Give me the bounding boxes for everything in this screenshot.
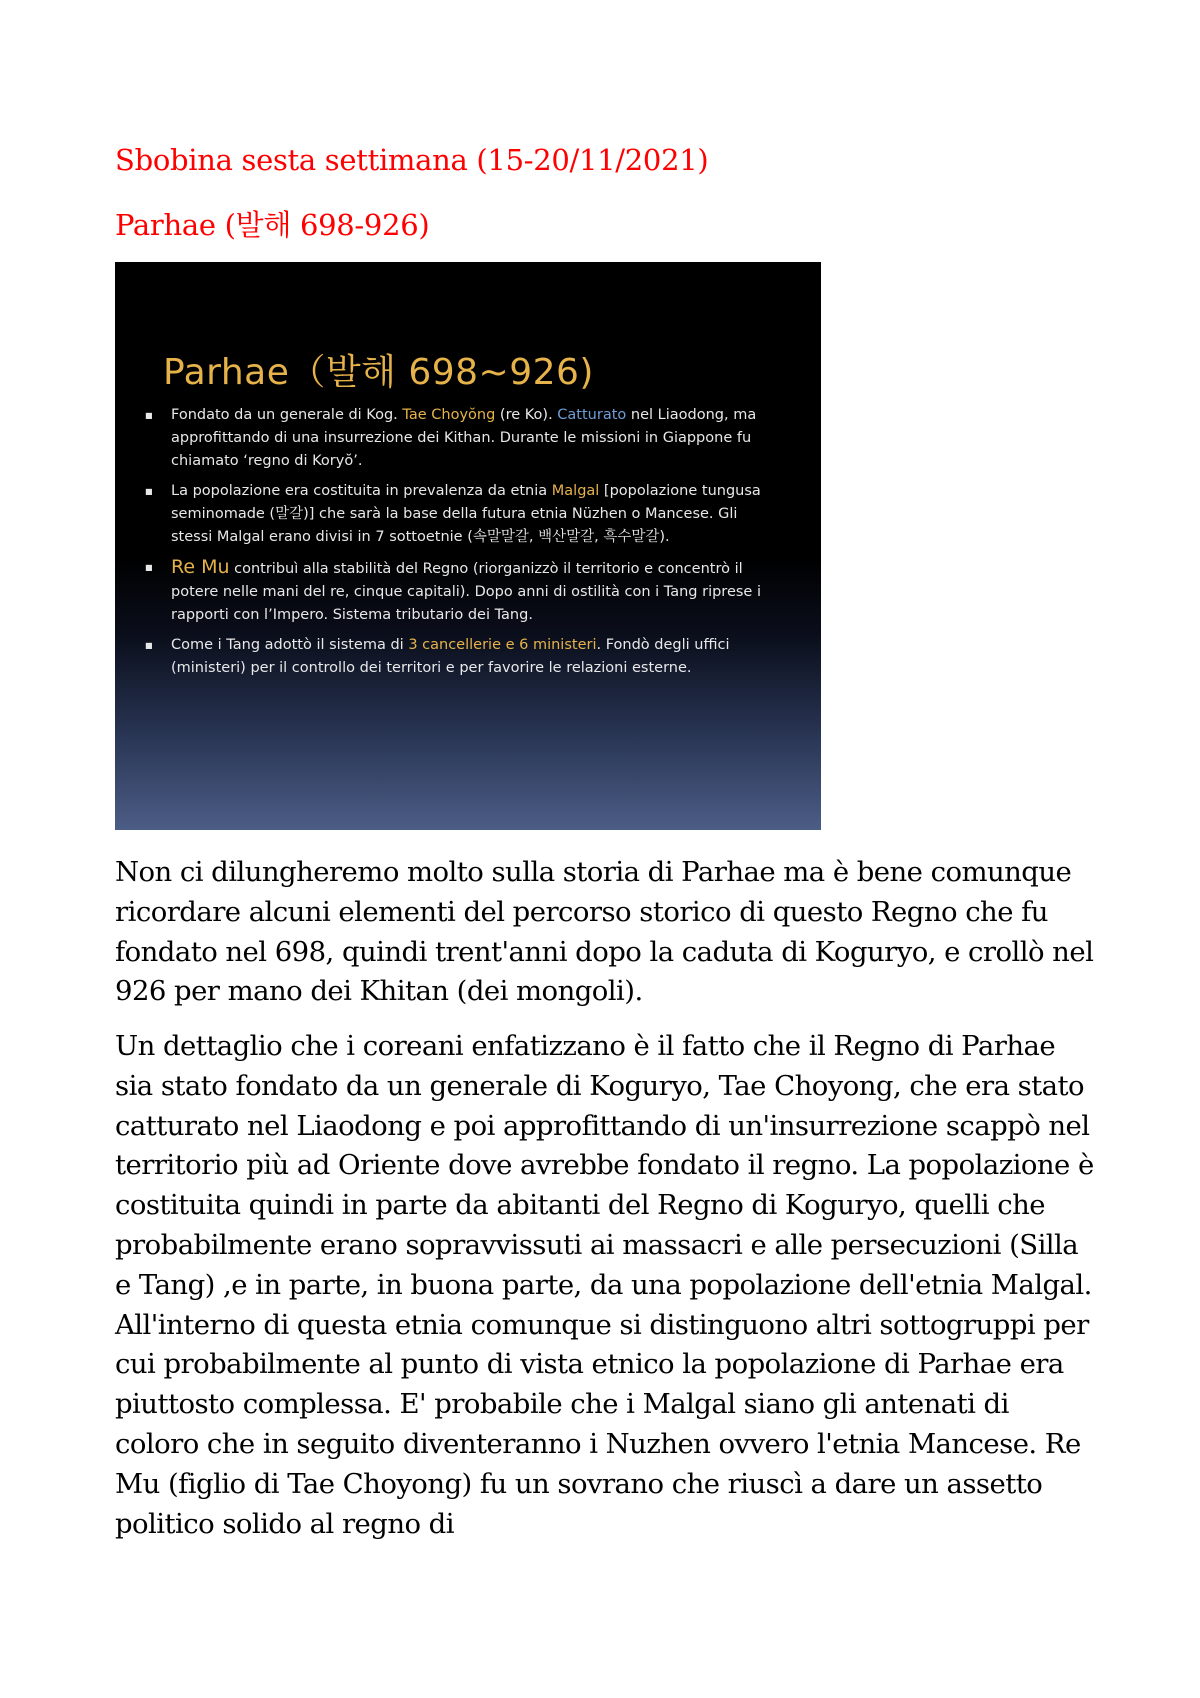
slide-bullet-text: . Fondò degli uffici (ministeri) per il controllo dei territori e per favorire le relazioni esterne.	[171, 637, 730, 676]
slide-bullet-text: La popolazione era costituita in prevalenza da etnia	[171, 483, 552, 499]
slide-bullet-text: contribuì alla stabilità del Regno (riorganizzò il territorio e concentrò il potere nelle mani del re, cinque capitali). Dopo anni di ostilità con i Tang riprese i rapporti con l’Impero. Sistema tributario dei Tang.	[171, 561, 761, 623]
slide-bullet-text: Come i Tang adottò il sistema di	[171, 637, 409, 653]
slide-bullet-text: [popolazione tungusa seminomade (말갈)] che sarà la base della futura etnia Nüzhen o Mancese. Gli stessi Malgal erano divisi in 7 sottoetnie (속말말갈, 백산말갈, 흑수말갈).	[171, 483, 761, 545]
slide-bullet-ministeri	[135, 634, 775, 680]
slide-bullet-text: Fondato da un generale di Kog.	[171, 407, 403, 423]
slide-bullet-text: nel Liaodong, ma approfittando di una insurrezione dei Kithan. Durante le missioni in Giappone fu chiamato ‘regno di Koryŏ’.	[171, 407, 757, 469]
slide-bullet-list	[135, 404, 775, 687]
slide-bullet-re-mu	[135, 556, 775, 627]
slide-bullet-population	[135, 480, 775, 549]
body-paragraph-intro: Non ci dilungheremo molto sulla storia di Parhae ma è bene comunque ricordare alcuni elementi del percorso storico di questo Regno che fu fondato nel 698, quindi trent'anni dopo la caduta di Koguryo, e crollò nel 926 per mano dei Khitan (dei mongoli).	[115, 856, 1094, 1008]
document-heading-parhae: Parhae (발해 698-926)	[115, 208, 430, 242]
body-paragraph-detail: Un dettaglio che i coreani enfatizzano è il fatto che il Regno di Parhae sia stato fondato da un generale di Koguryo, Tae Choyong, che era stato catturato nel Liaodong e poi approfittando di un'insurrezione scappò nel territorio più ad Oriente dove avrebbe fondato il regno. La popolazione è costituita quindi in parte da abitanti del Regno di Koguryo, quelli che probabilmente erano sopravvissuti ai massacri e alle persecuzioni (Silla e Tang) ,e in parte, in buona parte, da una popolazione dell'etnia Malgal. All'interno di questa etnia comunque si distinguono altri sottogruppi per cui probabilmente al punto di vista etnico la popolazione di Parhae era piuttosto complessa. E' probabile che i Malgal siano gli antenati di coloro che in seguito diventeranno i Nuzhen ovvero l'etnia Mancese. Re Mu (figlio di Tae Choyong) fu un sovrano che riuscì a dare un assetto politico solido al regno di	[115, 1030, 1094, 1540]
embedded-slide-image	[115, 262, 821, 830]
slide-bullet-text: (re Ko).	[495, 407, 558, 423]
slide-bullet-founding	[135, 404, 775, 473]
slide-highlight-tae-choyong: Tae Choyŏng	[402, 407, 496, 423]
slide-highlight-cancellerie: 3 cancellerie e 6 ministeri	[408, 637, 597, 653]
document-heading-title: Sbobina sesta settimana (15-20/11/2021)	[115, 143, 709, 177]
slide-highlight-catturato: Catturato	[557, 407, 627, 423]
slide-title: Parhae（발해 698~926)	[163, 352, 594, 393]
slide-highlight-malgal: Malgal	[551, 483, 600, 499]
slide-highlight-re-mu: Re Mu	[171, 556, 230, 578]
